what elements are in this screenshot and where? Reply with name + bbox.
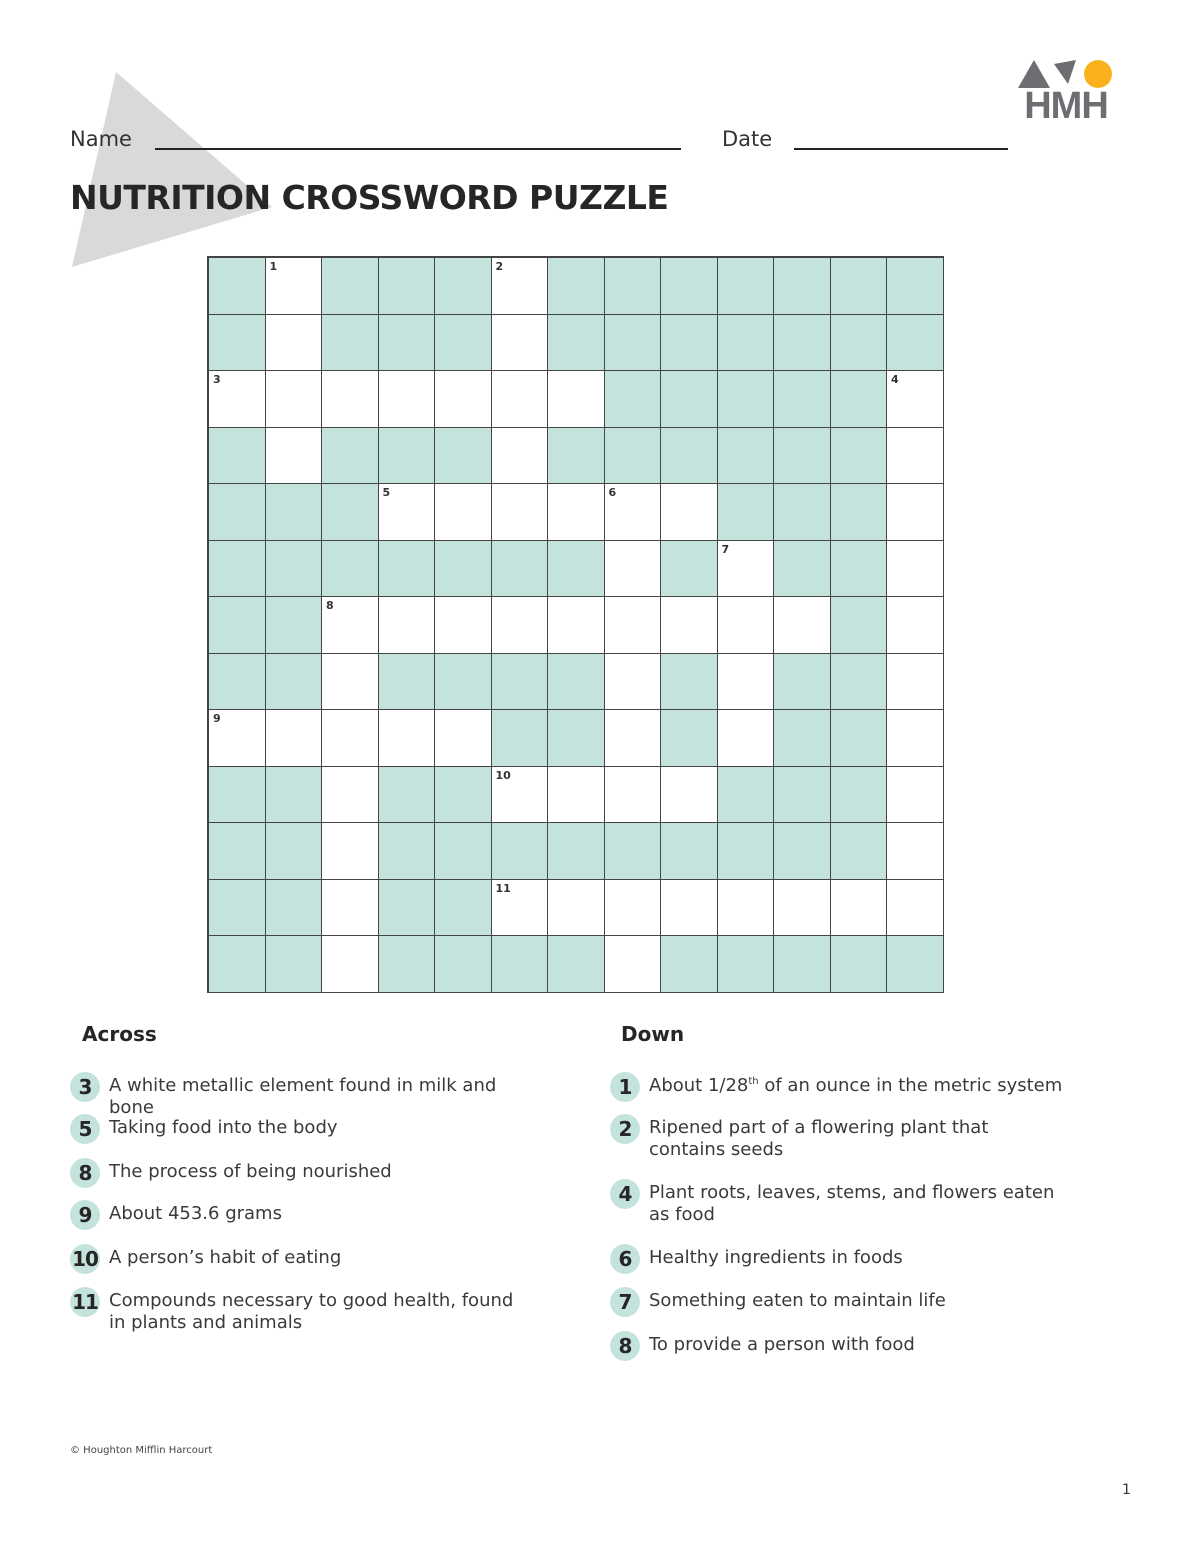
crossword-cell-open[interactable] (322, 823, 379, 880)
crossword-cell-blocked (322, 428, 379, 485)
crossword-cell-blocked (661, 315, 718, 372)
across-clue (70, 1117, 529, 1144)
crossword-cell-open[interactable] (379, 484, 436, 541)
clue-number-badge: 9 (70, 1200, 100, 1230)
crossword-cell-blocked (435, 880, 492, 937)
crossword-cell-open[interactable] (605, 880, 662, 937)
crossword-cell-blocked (718, 315, 775, 372)
crossword-cell-blocked (209, 880, 266, 937)
crossword-cell-blocked (548, 541, 605, 598)
crossword-cell-blocked (209, 258, 266, 315)
clue-number-badge: 1 (610, 1072, 640, 1102)
clue-text: The process of being nourished (109, 1161, 392, 1182)
crossword-cell-blocked (774, 710, 831, 767)
crossword-cell-open[interactable] (887, 767, 944, 824)
crossword-cell-blocked (661, 258, 718, 315)
crossword-cell-open[interactable] (492, 767, 549, 824)
clue-text: Healthy ingredients in foods (649, 1247, 903, 1268)
crossword-cell-blocked (774, 315, 831, 372)
crossword-cell-open[interactable] (379, 597, 436, 654)
clue-text: About 453.6 grams (109, 1203, 282, 1224)
clue-number-label: 8 (326, 599, 334, 612)
crossword-cell-open[interactable] (661, 484, 718, 541)
crossword-cell-blocked (492, 823, 549, 880)
crossword-cell-open[interactable] (266, 428, 323, 485)
crossword-cell-open[interactable] (718, 880, 775, 937)
date-field-line[interactable] (794, 148, 1008, 150)
clue-number-label: 7 (721, 542, 730, 556)
crossword-cell-blocked (774, 541, 831, 598)
crossword-cell-blocked (266, 823, 323, 880)
hmh-logo (1014, 58, 1118, 130)
crossword-cell-open[interactable] (322, 654, 379, 711)
crossword-cell-open[interactable] (548, 484, 605, 541)
crossword-cell-blocked (209, 597, 266, 654)
crossword-cell-open[interactable] (887, 428, 944, 485)
clue-number-badge: 8 (610, 1331, 640, 1361)
clue-text: A person’s habit of eating (109, 1247, 342, 1268)
crossword-cell-blocked (774, 428, 831, 485)
crossword-cell-blocked (548, 823, 605, 880)
crossword-cell-blocked (322, 315, 379, 372)
crossword-cell-open[interactable] (548, 371, 605, 428)
crossword-cell-blocked (605, 371, 662, 428)
logo-text: HMH (1024, 85, 1108, 127)
crossword-cell-open[interactable] (266, 258, 323, 315)
name-label: Name (70, 127, 132, 151)
crossword-cell-blocked (266, 936, 323, 993)
crossword-cell-blocked (831, 710, 888, 767)
crossword-cell-open[interactable] (379, 371, 436, 428)
crossword-cell-blocked (831, 428, 888, 485)
crossword-cell-blocked (209, 936, 266, 993)
crossword-cell-blocked (492, 654, 549, 711)
crossword-cell-open[interactable] (322, 371, 379, 428)
crossword-cell-open[interactable] (492, 484, 549, 541)
crossword-cell-blocked (831, 315, 888, 372)
crossword-cell-open[interactable] (774, 880, 831, 937)
crossword-cell-blocked (605, 258, 662, 315)
crossword-cell-open[interactable] (492, 371, 549, 428)
crossword-cell-open[interactable] (322, 880, 379, 937)
down-clue (610, 1247, 1069, 1274)
crossword-cell-open[interactable] (548, 767, 605, 824)
crossword-cell-open[interactable] (492, 258, 549, 315)
crossword-cell-open[interactable] (605, 710, 662, 767)
across-clue (70, 1247, 529, 1274)
crossword-cell-blocked (774, 484, 831, 541)
crossword-cell-blocked (774, 258, 831, 315)
crossword-cell-blocked (435, 315, 492, 372)
clue-text: Taking food into the body (109, 1117, 338, 1138)
crossword-cell-blocked (661, 710, 718, 767)
crossword-cell-open[interactable] (887, 597, 944, 654)
crossword-cell-open[interactable] (718, 654, 775, 711)
clue-text: A white metallic element found in milk and bone (109, 1075, 497, 1118)
crossword-cell-blocked (435, 258, 492, 315)
crossword-cell-blocked (209, 541, 266, 598)
crossword-cell-blocked (661, 823, 718, 880)
across-clue (70, 1203, 529, 1230)
crossword-cell-blocked (661, 371, 718, 428)
crossword-cell-blocked (605, 823, 662, 880)
crossword-cell-open[interactable] (435, 710, 492, 767)
crossword-cell-blocked (774, 767, 831, 824)
across-clue (70, 1290, 529, 1334)
crossword-cell-blocked (718, 823, 775, 880)
down-clue (610, 1075, 1069, 1102)
clue-number-label: 10 (495, 768, 511, 782)
clue-number-label: 3 (213, 373, 221, 386)
crossword-cell-blocked (322, 258, 379, 315)
crossword-cell-open[interactable] (492, 597, 549, 654)
page-number: 1 (1122, 1482, 1131, 1498)
crossword-cell-blocked (548, 654, 605, 711)
clue-number-badge: 6 (610, 1244, 640, 1274)
crossword-cell-blocked (774, 654, 831, 711)
crossword-cell-blocked (266, 597, 323, 654)
crossword-cell-open[interactable] (209, 710, 266, 767)
crossword-cell-blocked (831, 654, 888, 711)
clue-number-badge: 7 (610, 1287, 640, 1317)
clue-number-badge: 4 (610, 1179, 640, 1209)
crossword-cell-open[interactable] (887, 541, 944, 598)
crossword-cell-blocked (605, 315, 662, 372)
crossword-cell-blocked (831, 541, 888, 598)
crossword-cell-blocked (548, 428, 605, 485)
crossword-cell-open[interactable] (605, 597, 662, 654)
crossword-cell-open[interactable] (605, 541, 662, 598)
crossword-cell-open[interactable] (887, 880, 944, 937)
crossword-cell-open[interactable] (266, 315, 323, 372)
clue-number-label: 6 (608, 486, 617, 499)
crossword-cell-blocked (379, 880, 436, 937)
crossword-cell-open[interactable] (605, 936, 662, 993)
crossword-cell-blocked (887, 936, 944, 993)
crossword-cell-open[interactable] (605, 484, 662, 541)
crossword-cell-blocked (831, 484, 888, 541)
crossword-cell-blocked (435, 654, 492, 711)
crossword-cell-blocked (435, 936, 492, 993)
date-label: Date (722, 127, 773, 151)
crossword-cell-blocked (548, 258, 605, 315)
crossword-cell-blocked (718, 258, 775, 315)
crossword-cell-blocked (831, 767, 888, 824)
crossword-cell-open[interactable] (379, 710, 436, 767)
crossword-cell-open[interactable] (322, 597, 379, 654)
clue-text-part: of an ounce in the metric system (758, 1075, 1063, 1096)
clue-number-badge: 5 (70, 1114, 100, 1144)
crossword-cell-blocked (209, 654, 266, 711)
crossword-cell-blocked (661, 654, 718, 711)
crossword-cell-open[interactable] (887, 484, 944, 541)
crossword-cell-blocked (718, 428, 775, 485)
crossword-cell-blocked (492, 710, 549, 767)
clue-text-part: About 1/28 (649, 1075, 749, 1096)
down-clue (610, 1334, 1069, 1361)
across-clue (70, 1161, 529, 1188)
crossword-cell-open[interactable] (322, 710, 379, 767)
crossword-cell-blocked (661, 541, 718, 598)
crossword-cell-blocked (887, 258, 944, 315)
clue-text: Compounds necessary to good health, found in plants and animals (109, 1290, 514, 1333)
crossword-cell-open[interactable] (322, 767, 379, 824)
clue-number-label: 2 (495, 260, 504, 273)
crossword-cell-blocked (831, 936, 888, 993)
clue-number-label: 5 (382, 486, 391, 499)
crossword-cell-blocked (831, 597, 888, 654)
crossword-cell-blocked (209, 428, 266, 485)
crossword-cell-blocked (887, 315, 944, 372)
copyright-notice: © Houghton Mifflin Harcourt (70, 1445, 213, 1456)
crossword-cell-blocked (266, 541, 323, 598)
crossword-cell-blocked (548, 710, 605, 767)
crossword-cell-blocked (492, 541, 549, 598)
clue-number-badge: 8 (70, 1158, 100, 1188)
crossword-cell-blocked (831, 258, 888, 315)
crossword-cell-open[interactable] (661, 880, 718, 937)
clue-number-badge: 11 (70, 1287, 100, 1317)
crossword-cell-open[interactable] (718, 541, 775, 598)
clue-number-label: 1 (269, 260, 278, 273)
crossword-cell-blocked (718, 767, 775, 824)
crossword-cell-open[interactable] (661, 597, 718, 654)
clue-number-label: 4 (891, 373, 899, 386)
down-clue (610, 1290, 1069, 1317)
crossword-cell-open[interactable] (435, 597, 492, 654)
crossword-cell-open[interactable] (435, 371, 492, 428)
clue-text (649, 1075, 1069, 1097)
crossword-cell-open[interactable] (887, 371, 944, 428)
clue-number-label: 9 (213, 712, 221, 725)
crossword-cell-blocked (435, 428, 492, 485)
crossword-cell-blocked (774, 371, 831, 428)
crossword-cell-open[interactable] (548, 597, 605, 654)
crossword-cell-open[interactable] (548, 880, 605, 937)
down-clue (610, 1182, 1069, 1226)
crossword-cell-open[interactable] (492, 428, 549, 485)
crossword-cell-open[interactable] (718, 710, 775, 767)
clue-text: Plant roots, leaves, stems, and flowers eaten as food (649, 1182, 1055, 1225)
page-title: NUTRITION CROSSWORD PUZZLE (70, 178, 669, 217)
crossword-cell-blocked (379, 823, 436, 880)
crossword-cell-blocked (209, 767, 266, 824)
crossword-cell-blocked (322, 541, 379, 598)
clue-text: Ripened part of a flowering plant that contains seeds (649, 1117, 989, 1160)
crossword-cell-blocked (379, 936, 436, 993)
crossword-cell-blocked (379, 654, 436, 711)
down-clue (610, 1117, 1009, 1161)
crossword-cell-blocked (774, 936, 831, 993)
crossword-cell-open[interactable] (435, 484, 492, 541)
crossword-cell-blocked (266, 880, 323, 937)
clue-text: Something eaten to maintain life (649, 1290, 946, 1311)
crossword-cell-blocked (209, 484, 266, 541)
down-heading: Down (621, 1022, 685, 1046)
crossword-cell-blocked (379, 767, 436, 824)
decorative-triangle (72, 72, 272, 267)
name-field-line[interactable] (155, 148, 681, 150)
crossword-cell-blocked (548, 315, 605, 372)
crossword-cell-blocked (661, 428, 718, 485)
crossword-cell-open[interactable] (492, 315, 549, 372)
crossword-grid (207, 256, 944, 993)
crossword-cell-blocked (718, 936, 775, 993)
crossword-cell-open[interactable] (887, 654, 944, 711)
crossword-cell-blocked (548, 936, 605, 993)
crossword-cell-blocked (774, 823, 831, 880)
crossword-cell-blocked (435, 541, 492, 598)
crossword-cell-blocked (379, 258, 436, 315)
across-heading: Across (82, 1022, 157, 1046)
crossword-cell-blocked (379, 541, 436, 598)
crossword-cell-open[interactable] (605, 767, 662, 824)
clue-number-badge: 2 (610, 1114, 640, 1144)
crossword-cell-open[interactable] (718, 597, 775, 654)
clue-number-badge: 3 (70, 1072, 100, 1102)
crossword-cell-open[interactable] (774, 597, 831, 654)
crossword-cell-open[interactable] (266, 710, 323, 767)
crossword-cell-blocked (266, 767, 323, 824)
crossword-cell-blocked (718, 371, 775, 428)
crossword-cell-open[interactable] (605, 654, 662, 711)
crossword-cell-blocked (661, 936, 718, 993)
crossword-cell-blocked (266, 654, 323, 711)
crossword-cell-blocked (435, 823, 492, 880)
across-clue (70, 1075, 529, 1119)
crossword-cell-blocked (266, 484, 323, 541)
ordinal-suffix: th (748, 1076, 759, 1087)
crossword-cell-blocked (718, 484, 775, 541)
clue-number-label: 11 (495, 881, 511, 895)
crossword-cell-open[interactable] (887, 823, 944, 880)
crossword-cell-open[interactable] (266, 371, 323, 428)
crossword-cell-blocked (492, 936, 549, 993)
crossword-cell-blocked (379, 315, 436, 372)
crossword-cell-blocked (605, 428, 662, 485)
crossword-cell-open[interactable] (492, 880, 549, 937)
crossword-cell-open[interactable] (209, 371, 266, 428)
crossword-cell-blocked (831, 371, 888, 428)
crossword-cell-blocked (831, 823, 888, 880)
crossword-cell-blocked (209, 823, 266, 880)
crossword-cell-open[interactable] (887, 710, 944, 767)
crossword-cell-blocked (379, 428, 436, 485)
clue-number-badge: 10 (70, 1244, 100, 1274)
crossword-cell-open[interactable] (661, 767, 718, 824)
crossword-cell-open[interactable] (831, 880, 888, 937)
crossword-cell-blocked (209, 315, 266, 372)
crossword-cell-open[interactable] (322, 936, 379, 993)
crossword-cell-blocked (322, 484, 379, 541)
clue-text: To provide a person with food (649, 1334, 915, 1355)
crossword-cell-blocked (435, 767, 492, 824)
